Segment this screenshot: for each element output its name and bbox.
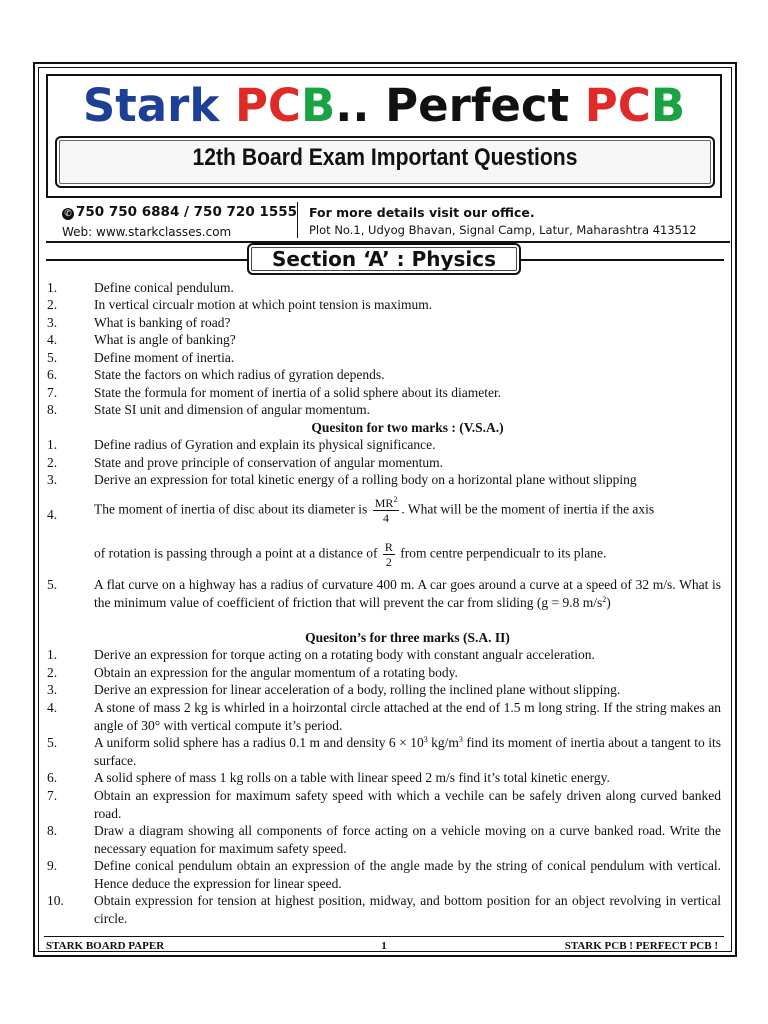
footer-left: STARK BOARD PAPER xyxy=(46,940,165,952)
footer-rule xyxy=(44,936,724,937)
section-rule-left xyxy=(46,259,247,261)
office-address: Plot No.1, Udyog Bhavan, Signal Camp, Latur, Maharashtra 413512 xyxy=(309,223,697,237)
contact-info xyxy=(62,204,302,241)
page-title: 12th Board Exam Important Questions xyxy=(192,144,578,171)
phone-numbers: 750 750 6884 / 750 720 1555 xyxy=(76,204,297,220)
website: Web: www.starkclasses.com xyxy=(62,225,232,239)
fraction-mr2-over-4: $\frac{MR^2}{4}$ xyxy=(374,495,398,525)
three-marks-heading: Quesiton’s for three marks (S.A. II) xyxy=(305,630,510,645)
two-marks-heading: Quesiton for two marks : (V.S.A.) xyxy=(311,420,504,435)
footer-right: STARK PCB ! PERFECT PCB ! xyxy=(564,940,718,952)
phone-line xyxy=(62,204,302,221)
fraction-r-over-2: $\frac{R}{2}$ xyxy=(384,540,393,569)
phone-icon: ✆ xyxy=(62,208,74,220)
page-number: 1 xyxy=(381,940,387,952)
contact-divider xyxy=(297,202,298,238)
list-item-continuation: of rotation is passing through a point at a distance of $\frac{R}{2}$ from centre perpendicualr to its plane. xyxy=(94,540,607,569)
footer xyxy=(44,938,724,954)
office-info xyxy=(309,204,729,240)
brand-logo: Stark PCB.. Perfect PCB xyxy=(82,79,686,132)
office-note: For more details visit our office. xyxy=(309,205,535,220)
list-item: 4. The moment of inertia of disc about its diameter is $\frac{MR^2}{4}$ . What will be the moment of inertia if the axis xyxy=(47,495,655,525)
section-rule-right xyxy=(521,259,724,261)
section-title: Section ‘A’ : Physics xyxy=(271,247,497,271)
